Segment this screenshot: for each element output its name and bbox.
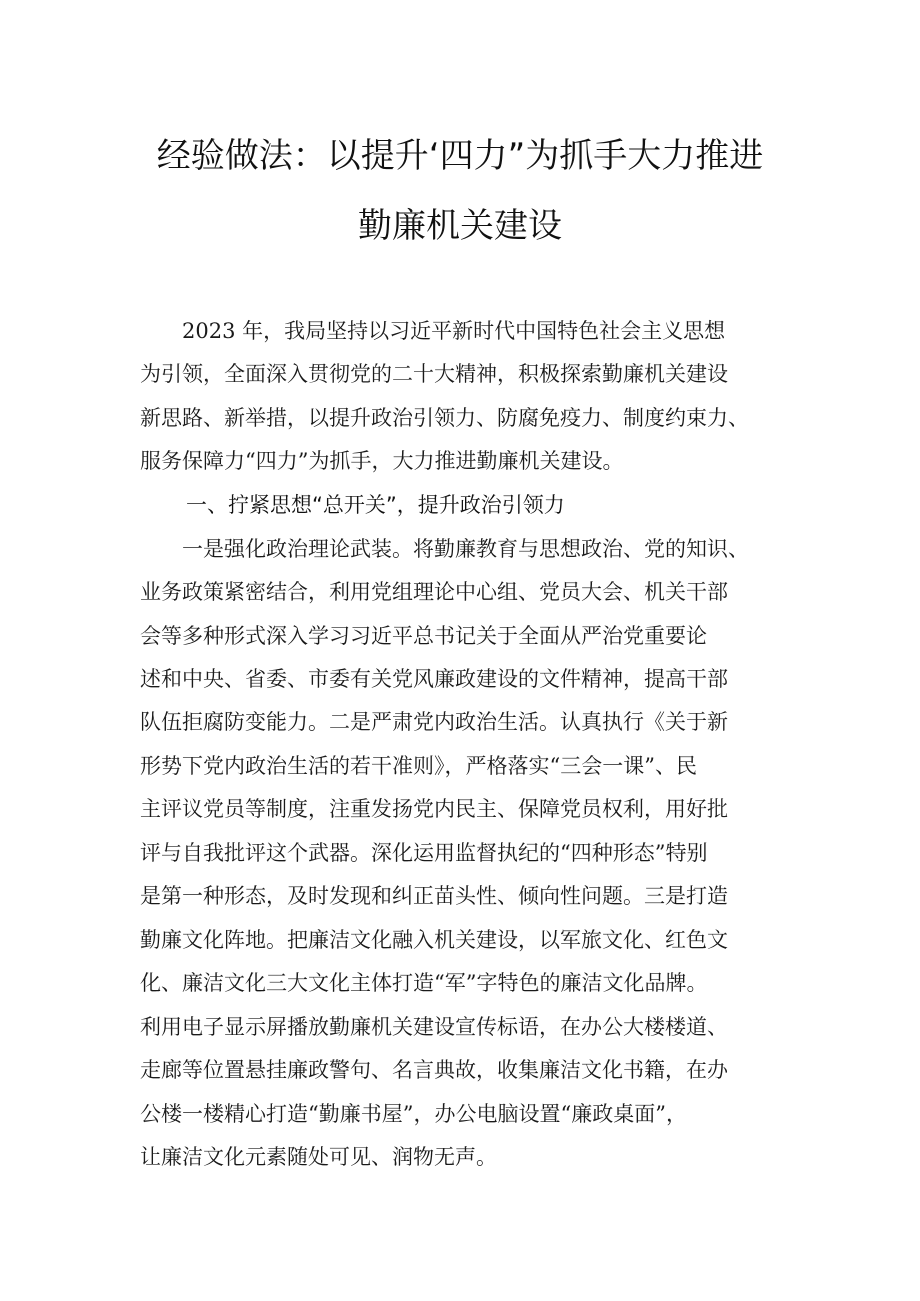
section-line: 会等多种形式深入学习习近平总书记关于全面从严治党重要论: [140, 624, 707, 648]
document-title-line-2: 勤廉机关建设: [358, 206, 562, 246]
section-line: 是第一种形态，及时发现和纠正苗头性、倾向性问题。三是打造: [140, 884, 728, 908]
section-heading: 一、拧紧思想“总开关”，提升政治引领力: [186, 493, 565, 517]
section-line: 走廊等位置悬挂廉政警句、名言典故，收集廉洁文化书籍，在办: [140, 1058, 728, 1082]
document-title-line-1: 经验做法：以提升‘四力”为抓手大力推进: [156, 136, 764, 176]
section-line: 主评议党员等制度，注重发扬党内民主、保障党员权利，用好批: [140, 797, 728, 821]
section-line: 一是强化政治理论武装。将勤廉教育与思想政治、党的知识、: [182, 537, 749, 561]
section-line: 评与自我批评这个武器。深化运用监督执纪的“四种形态”特别: [140, 841, 708, 865]
intro-line: 新思路、新举措，以提升政治引领力、防腐免疫力、制度约束力、: [140, 406, 749, 430]
intro-line: 2023 年，我局坚持以习近平新时代中国特色社会主义思想: [182, 319, 726, 343]
section-line: 公楼一楼精心打造“勤廉书屋”，办公电脑设置“廉政桌面”，: [140, 1102, 687, 1126]
section-line: 队伍拒腐防变能力。二是严肃党内政治生活。认真执行《关于新: [140, 710, 728, 734]
section-line: 利用电子显示屏播放勤廉机关建设宣传标语，在办公大楼楼道、: [140, 1015, 728, 1039]
section-line: 述和中央、省委、市委有关党风廉政建设的文件精神，提高干部: [140, 667, 728, 691]
section-line: 化、廉洁文化三大文化主体打造“军”字特色的廉洁文化品牌。: [140, 971, 708, 995]
intro-line: 服务保障力“四力”为抓手，大力推进勤廉机关建设。: [140, 449, 624, 473]
section-line: 形势下党内政治生活的若干准则》，严格落实“三会一课”、民: [140, 754, 697, 778]
section-line: 勤廉文化阵地。把廉洁文化融入机关建设，以军旅文化、红色文: [140, 928, 728, 952]
section-line: 业务政策紧密结合，利用党组理论中心组、党员大会、机关干部: [140, 580, 728, 604]
intro-line: 为引领，全面深入贯彻党的二十大精神，积极探索勤廉机关建设: [140, 362, 728, 386]
section-line: 让廉洁文化元素随处可见、润物无声。: [140, 1145, 497, 1169]
